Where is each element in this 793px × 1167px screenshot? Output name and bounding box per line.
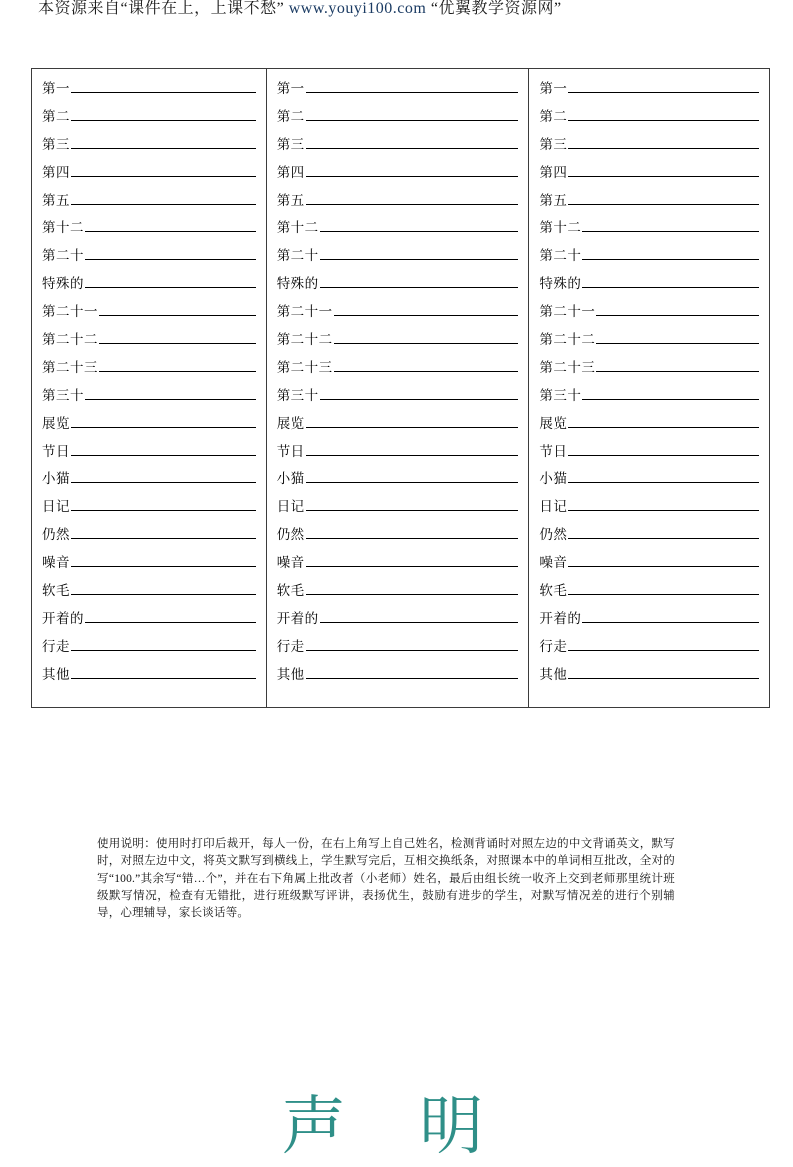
- worksheet-row: [537, 665, 761, 693]
- answer-blank-line[interactable]: [320, 274, 519, 288]
- worksheet-row: [275, 442, 521, 470]
- worksheet-row: [537, 163, 761, 191]
- answer-blank-line[interactable]: [306, 442, 519, 456]
- answer-blank-line[interactable]: [320, 609, 519, 623]
- vocab-word: 第二: [42, 108, 70, 124]
- vocab-word: 开着的: [539, 610, 582, 626]
- vocab-word: 噪音: [539, 555, 568, 571]
- answer-blank-line[interactable]: [568, 442, 759, 456]
- worksheet-row: [40, 302, 258, 330]
- worksheet-row: [537, 79, 761, 107]
- answer-blank-line[interactable]: [582, 246, 759, 260]
- vocab-word: 第一: [539, 81, 568, 96]
- vocab-word: 开着的: [42, 610, 84, 626]
- answer-blank-line[interactable]: [306, 469, 519, 483]
- vocab-word: 第二十: [276, 248, 319, 264]
- worksheet-row: [40, 525, 258, 553]
- answer-blank-line[interactable]: [71, 163, 256, 177]
- worksheet-row: [537, 581, 761, 609]
- worksheet-row: [40, 191, 258, 219]
- vocab-word: 第二十: [42, 248, 84, 264]
- worksheet-row: [537, 302, 761, 330]
- answer-blank-line[interactable]: [306, 191, 519, 205]
- worksheet-row: [537, 386, 761, 414]
- vocab-word: 第二十二: [42, 332, 98, 348]
- vocab-word: 开着的: [276, 610, 319, 626]
- answer-blank-line[interactable]: [334, 330, 519, 344]
- vocab-word: 第十二: [276, 220, 319, 236]
- worksheet-row: [537, 497, 761, 525]
- answer-blank-line[interactable]: [568, 135, 759, 149]
- vocab-word: 第二: [276, 108, 305, 124]
- answer-blank-line[interactable]: [582, 274, 759, 288]
- vocab-word: 节日: [539, 443, 568, 459]
- worksheet-row: [40, 330, 258, 358]
- worksheet-row: [275, 330, 521, 358]
- worksheet-row: [537, 469, 761, 497]
- worksheet-row: [275, 246, 521, 274]
- answer-blank-line[interactable]: [85, 218, 256, 232]
- answer-blank-line[interactable]: [596, 358, 759, 372]
- worksheet-row: [275, 581, 521, 609]
- vocab-word: 第一: [276, 81, 305, 96]
- worksheet-row: [40, 665, 258, 693]
- worksheet-row: [40, 442, 258, 470]
- worksheet-row: [275, 163, 521, 191]
- answer-blank-line[interactable]: [568, 107, 759, 121]
- vocab-word: 仍然: [539, 527, 568, 543]
- worksheet-row: [275, 218, 521, 246]
- worksheet-row: [275, 302, 521, 330]
- worksheet-row: [275, 386, 521, 414]
- answer-blank-line[interactable]: [320, 218, 519, 232]
- vocab-word: 第三: [276, 136, 305, 152]
- answer-blank-line[interactable]: [582, 609, 759, 623]
- vocab-word: 第五: [276, 192, 305, 208]
- vocab-word: 第二十一: [539, 304, 596, 320]
- vocab-word: 第四: [42, 164, 70, 180]
- worksheet-row: [275, 107, 521, 135]
- answer-blank-line[interactable]: [71, 553, 256, 567]
- vocab-word: 第三十: [42, 387, 84, 403]
- vocab-word: 第二十二: [276, 332, 333, 348]
- worksheet-row: [275, 191, 521, 219]
- worksheet-row: [275, 414, 521, 442]
- worksheet-row: [537, 442, 761, 470]
- vocab-word: 第二十三: [539, 359, 596, 375]
- answer-blank-line[interactable]: [71, 525, 256, 539]
- vocab-word: 行走: [539, 638, 568, 654]
- answer-blank-line[interactable]: [85, 609, 256, 623]
- worksheet-row: [275, 525, 521, 553]
- vocab-word: 第十二: [539, 220, 582, 236]
- answer-blank-line[interactable]: [306, 637, 519, 651]
- worksheet-row: [275, 497, 521, 525]
- worksheet-row: [40, 79, 258, 107]
- vocab-word: 第二十三: [276, 359, 333, 375]
- answer-blank-line[interactable]: [568, 665, 759, 679]
- worksheet-column-3: [529, 69, 769, 707]
- worksheet-row: [40, 553, 258, 581]
- answer-blank-line[interactable]: [568, 581, 759, 595]
- answer-blank-line[interactable]: [596, 302, 759, 316]
- worksheet-row: [275, 665, 521, 693]
- vocab-word: 第四: [276, 164, 305, 180]
- worksheet-row: [40, 135, 258, 163]
- answer-blank-line[interactable]: [582, 386, 759, 400]
- vocab-word: 噪音: [42, 555, 70, 571]
- vocab-word: 小猫: [276, 471, 305, 487]
- answer-blank-line[interactable]: [568, 637, 759, 651]
- worksheet-row: [40, 469, 258, 497]
- worksheet-row: [40, 497, 258, 525]
- answer-blank-line[interactable]: [99, 330, 256, 344]
- vocab-word: 第三十: [539, 387, 582, 403]
- vocab-word: 日记: [42, 499, 70, 515]
- vocab-word: 第二: [539, 108, 568, 124]
- worksheet-row: [275, 609, 521, 637]
- worksheet-row: [40, 107, 258, 135]
- worksheet-row: [275, 637, 521, 665]
- header-watermark: [0, 0, 793, 22]
- vocab-word: 第二十一: [42, 304, 98, 320]
- answer-blank-line[interactable]: [596, 330, 759, 344]
- worksheet-row: [40, 386, 258, 414]
- answer-blank-line[interactable]: [85, 246, 256, 260]
- worksheet-row: [537, 553, 761, 581]
- answer-blank-line[interactable]: [306, 665, 519, 679]
- vocab-word: 第二十: [539, 248, 582, 264]
- worksheet-row: [40, 581, 258, 609]
- answer-blank-line[interactable]: [99, 302, 256, 316]
- vocab-word: 日记: [539, 499, 568, 515]
- answer-blank-line[interactable]: [71, 135, 256, 149]
- answer-blank-line[interactable]: [306, 107, 519, 121]
- header-watermark-text: [38, 0, 562, 18]
- worksheet-row: [40, 414, 258, 442]
- vocab-word: 第二十三: [42, 359, 98, 375]
- worksheet-column-1: [32, 69, 267, 707]
- answer-blank-line[interactable]: [334, 302, 519, 316]
- answer-blank-line[interactable]: [71, 79, 256, 93]
- vocab-word: 第三: [42, 136, 70, 152]
- answer-blank-line[interactable]: [71, 637, 256, 651]
- answer-blank-line[interactable]: [306, 79, 519, 93]
- worksheet-row: [40, 609, 258, 637]
- vocab-word: 第三: [539, 136, 568, 152]
- worksheet-row: [275, 274, 521, 302]
- answer-blank-line[interactable]: [320, 246, 519, 260]
- worksheet-row: [537, 246, 761, 274]
- answer-blank-line[interactable]: [320, 386, 519, 400]
- vocab-word: 节日: [42, 443, 70, 459]
- answer-blank-line[interactable]: [306, 497, 519, 511]
- worksheet-row: [537, 609, 761, 637]
- worksheet-table: [31, 68, 770, 708]
- answer-blank-line[interactable]: [306, 525, 519, 539]
- bottom-watermark: 声 明: [281, 1090, 512, 1162]
- worksheet-row: [537, 330, 761, 358]
- vocab-word: 小猫: [42, 471, 70, 487]
- answer-blank-line[interactable]: [306, 414, 519, 428]
- answer-blank-line[interactable]: [71, 107, 256, 121]
- vocab-word: 第十二: [42, 220, 84, 236]
- vocab-word: 特殊的: [539, 276, 582, 292]
- worksheet-row: [275, 469, 521, 497]
- vocab-word: 噪音: [276, 555, 305, 571]
- answer-blank-line[interactable]: [85, 386, 256, 400]
- answer-blank-line[interactable]: [306, 553, 519, 567]
- worksheet-row: [537, 135, 761, 163]
- worksheet-row: [275, 79, 521, 107]
- answer-blank-line[interactable]: [568, 469, 759, 483]
- answer-blank-line[interactable]: [71, 191, 256, 205]
- answer-blank-line[interactable]: [568, 497, 759, 511]
- worksheet-row: [275, 358, 521, 386]
- answer-blank-line[interactable]: [85, 274, 256, 288]
- answer-blank-line[interactable]: [568, 414, 759, 428]
- vocab-word: 展览: [42, 415, 70, 431]
- vocab-word: 第二十一: [276, 304, 333, 320]
- worksheet-row: [537, 191, 761, 219]
- answer-blank-line[interactable]: [568, 163, 759, 177]
- vocab-word: 第一: [42, 81, 70, 96]
- vocab-word: 特殊的: [42, 276, 84, 292]
- worksheet-row: [537, 218, 761, 246]
- vocab-word: 第二十二: [539, 332, 596, 348]
- answer-blank-line[interactable]: [306, 135, 519, 149]
- answer-blank-line[interactable]: [568, 191, 759, 205]
- vocab-word: 第三十: [276, 387, 319, 403]
- header-url: www.youyi100.com: [288, 0, 427, 17]
- header-text-before: 本资源来自“课件在上，上课不愁”: [38, 0, 285, 17]
- answer-blank-line[interactable]: [71, 665, 256, 679]
- vocab-word: 软毛: [539, 583, 568, 599]
- answer-blank-line[interactable]: [334, 358, 519, 372]
- vocab-word: 特殊的: [276, 276, 319, 292]
- worksheet-row: [537, 525, 761, 553]
- worksheet-row: [537, 274, 761, 302]
- vocab-word: 展览: [276, 415, 305, 431]
- worksheet-row: [40, 274, 258, 302]
- vocab-word: 仍然: [42, 527, 70, 543]
- answer-blank-line[interactable]: [99, 358, 256, 372]
- answer-blank-line[interactable]: [71, 497, 256, 511]
- vocab-word: 小猫: [539, 471, 568, 487]
- vocab-word: 其他: [276, 666, 305, 682]
- worksheet-row: [40, 246, 258, 274]
- worksheet-row: [537, 637, 761, 665]
- answer-blank-line[interactable]: [71, 581, 256, 595]
- vocab-word: 第四: [539, 164, 568, 180]
- instructions-paragraph: 使用说明：使用时打印后裁开，每人一份，在右上角写上自己姓名，检测背诵时对照左边的中文背诵英文，默写时，对照左边中文，将英文默写到横线上，学生默写完后，互相交换纸条，对照课本中的单词相互批改，全对的写“100.”其余写“错…个”，并在右下角属上批改者（小老师）姓名，最后由组长统一收齐上交到老师那里统计班级默写情况，检查有无错批，进行班级默写评讲，表扬优生，鼓励有进步的学生，对默写情况差的进行个别辅导，心理辅导，家长谈话等。: [97, 838, 675, 919]
- worksheet-row: [537, 358, 761, 386]
- vocab-word: 软毛: [42, 583, 70, 599]
- worksheet-row: [537, 414, 761, 442]
- vocab-word: 展览: [539, 415, 568, 431]
- vocab-word: 日记: [276, 499, 305, 515]
- vocab-word: 软毛: [276, 583, 305, 599]
- vocab-word: 行走: [276, 638, 305, 654]
- vocab-word: 行走: [42, 638, 70, 654]
- answer-blank-line[interactable]: [306, 581, 519, 595]
- worksheet-row: [275, 135, 521, 163]
- vocab-word: 第五: [42, 192, 70, 208]
- answer-blank-line[interactable]: [306, 163, 519, 177]
- vocab-word: 第五: [539, 192, 568, 208]
- worksheet-row: [40, 358, 258, 386]
- vocab-word: 其他: [42, 666, 70, 682]
- answer-blank-line[interactable]: [568, 553, 759, 567]
- worksheet-column-2: [267, 69, 530, 707]
- answer-blank-line[interactable]: [71, 442, 256, 456]
- answer-blank-line[interactable]: [582, 218, 759, 232]
- worksheet-row: [40, 637, 258, 665]
- vocab-word: 其他: [539, 666, 568, 682]
- answer-blank-line[interactable]: [568, 79, 759, 93]
- answer-blank-line[interactable]: [568, 525, 759, 539]
- vocab-word: 仍然: [276, 527, 305, 543]
- worksheet-row: [40, 218, 258, 246]
- header-text-after: “优翼教学资源网”: [430, 0, 562, 17]
- answer-blank-line[interactable]: [71, 414, 256, 428]
- worksheet-row: [275, 553, 521, 581]
- worksheet-row: [537, 107, 761, 135]
- answer-blank-line[interactable]: [71, 469, 256, 483]
- worksheet-row: [40, 163, 258, 191]
- vocab-word: 节日: [276, 443, 305, 459]
